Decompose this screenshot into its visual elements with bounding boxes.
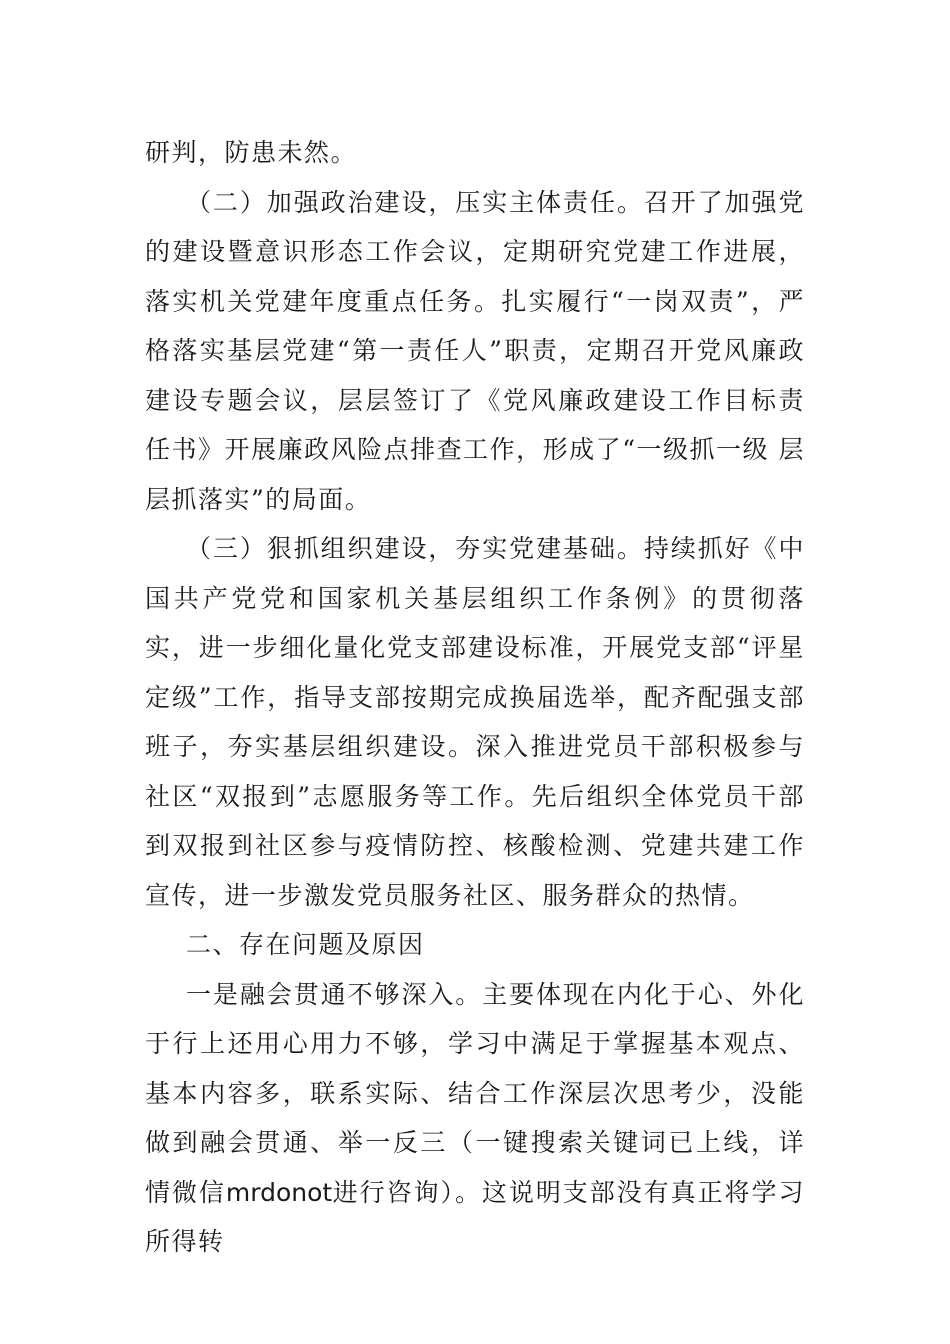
paragraph-political-building: （二）加强政治建设，压实主体责任。召开了加强党的建设暨意识形态工作会议，定期研究党建工作进展， 落实机关党建年度重点任务。扎实履行“一岗双责”，严格落实基层党建“第一责任人”职责，定期召开党风廉政建设专题会议，层层签订了《党风廉政建设工作目标责任书》开展廉政风险点排查工作，形成了“一级抓一级 层层抓落实”的局面。	[145, 187, 805, 514]
paragraph-problem-one-text: 一是融会贯通不够深入。主要体现在内化于心、外化于行上还用心用力不够，学习中满足于掌握基本观点、基本内容多，联系实际、结合工作深层次思考少，没能做到融会贯通、举一反三（一键搜索关键词已上线，详情微信	[145, 979, 805, 1207]
paragraph-problem-one	[145, 970, 805, 1267]
paragraph-continuation: 研判，防患未然。	[145, 138, 358, 167]
paragraph-problem-one-tail: 进行咨询）。这说明支部没有真正将学习所得转	[145, 1177, 805, 1256]
paragraph-organization-building: （三）狠抓组织建设，夯实党建基础。持续抓好《中国共产党党和国家机关基层组织工作条例》的贯彻落实，进一步细化量化党支部建设标准，开展党支部“评星定级”工作，指导支部按期完成换届选举，配齐配强支部班子，夯实基层组织建设。深入推进党员干部积极参与社区“双报到”志愿服务等工作。先后组织全体党员干部到双报到社区参与疫情防控、核酸检测、党建共建工作宣传，进一步激发党员服务社区、服务群众的热情。	[145, 534, 805, 910]
section-heading-problems: 二、存在问题及原因	[186, 930, 425, 959]
wechat-id: mrdonot	[225, 1177, 333, 1207]
document-body	[145, 128, 805, 1267]
